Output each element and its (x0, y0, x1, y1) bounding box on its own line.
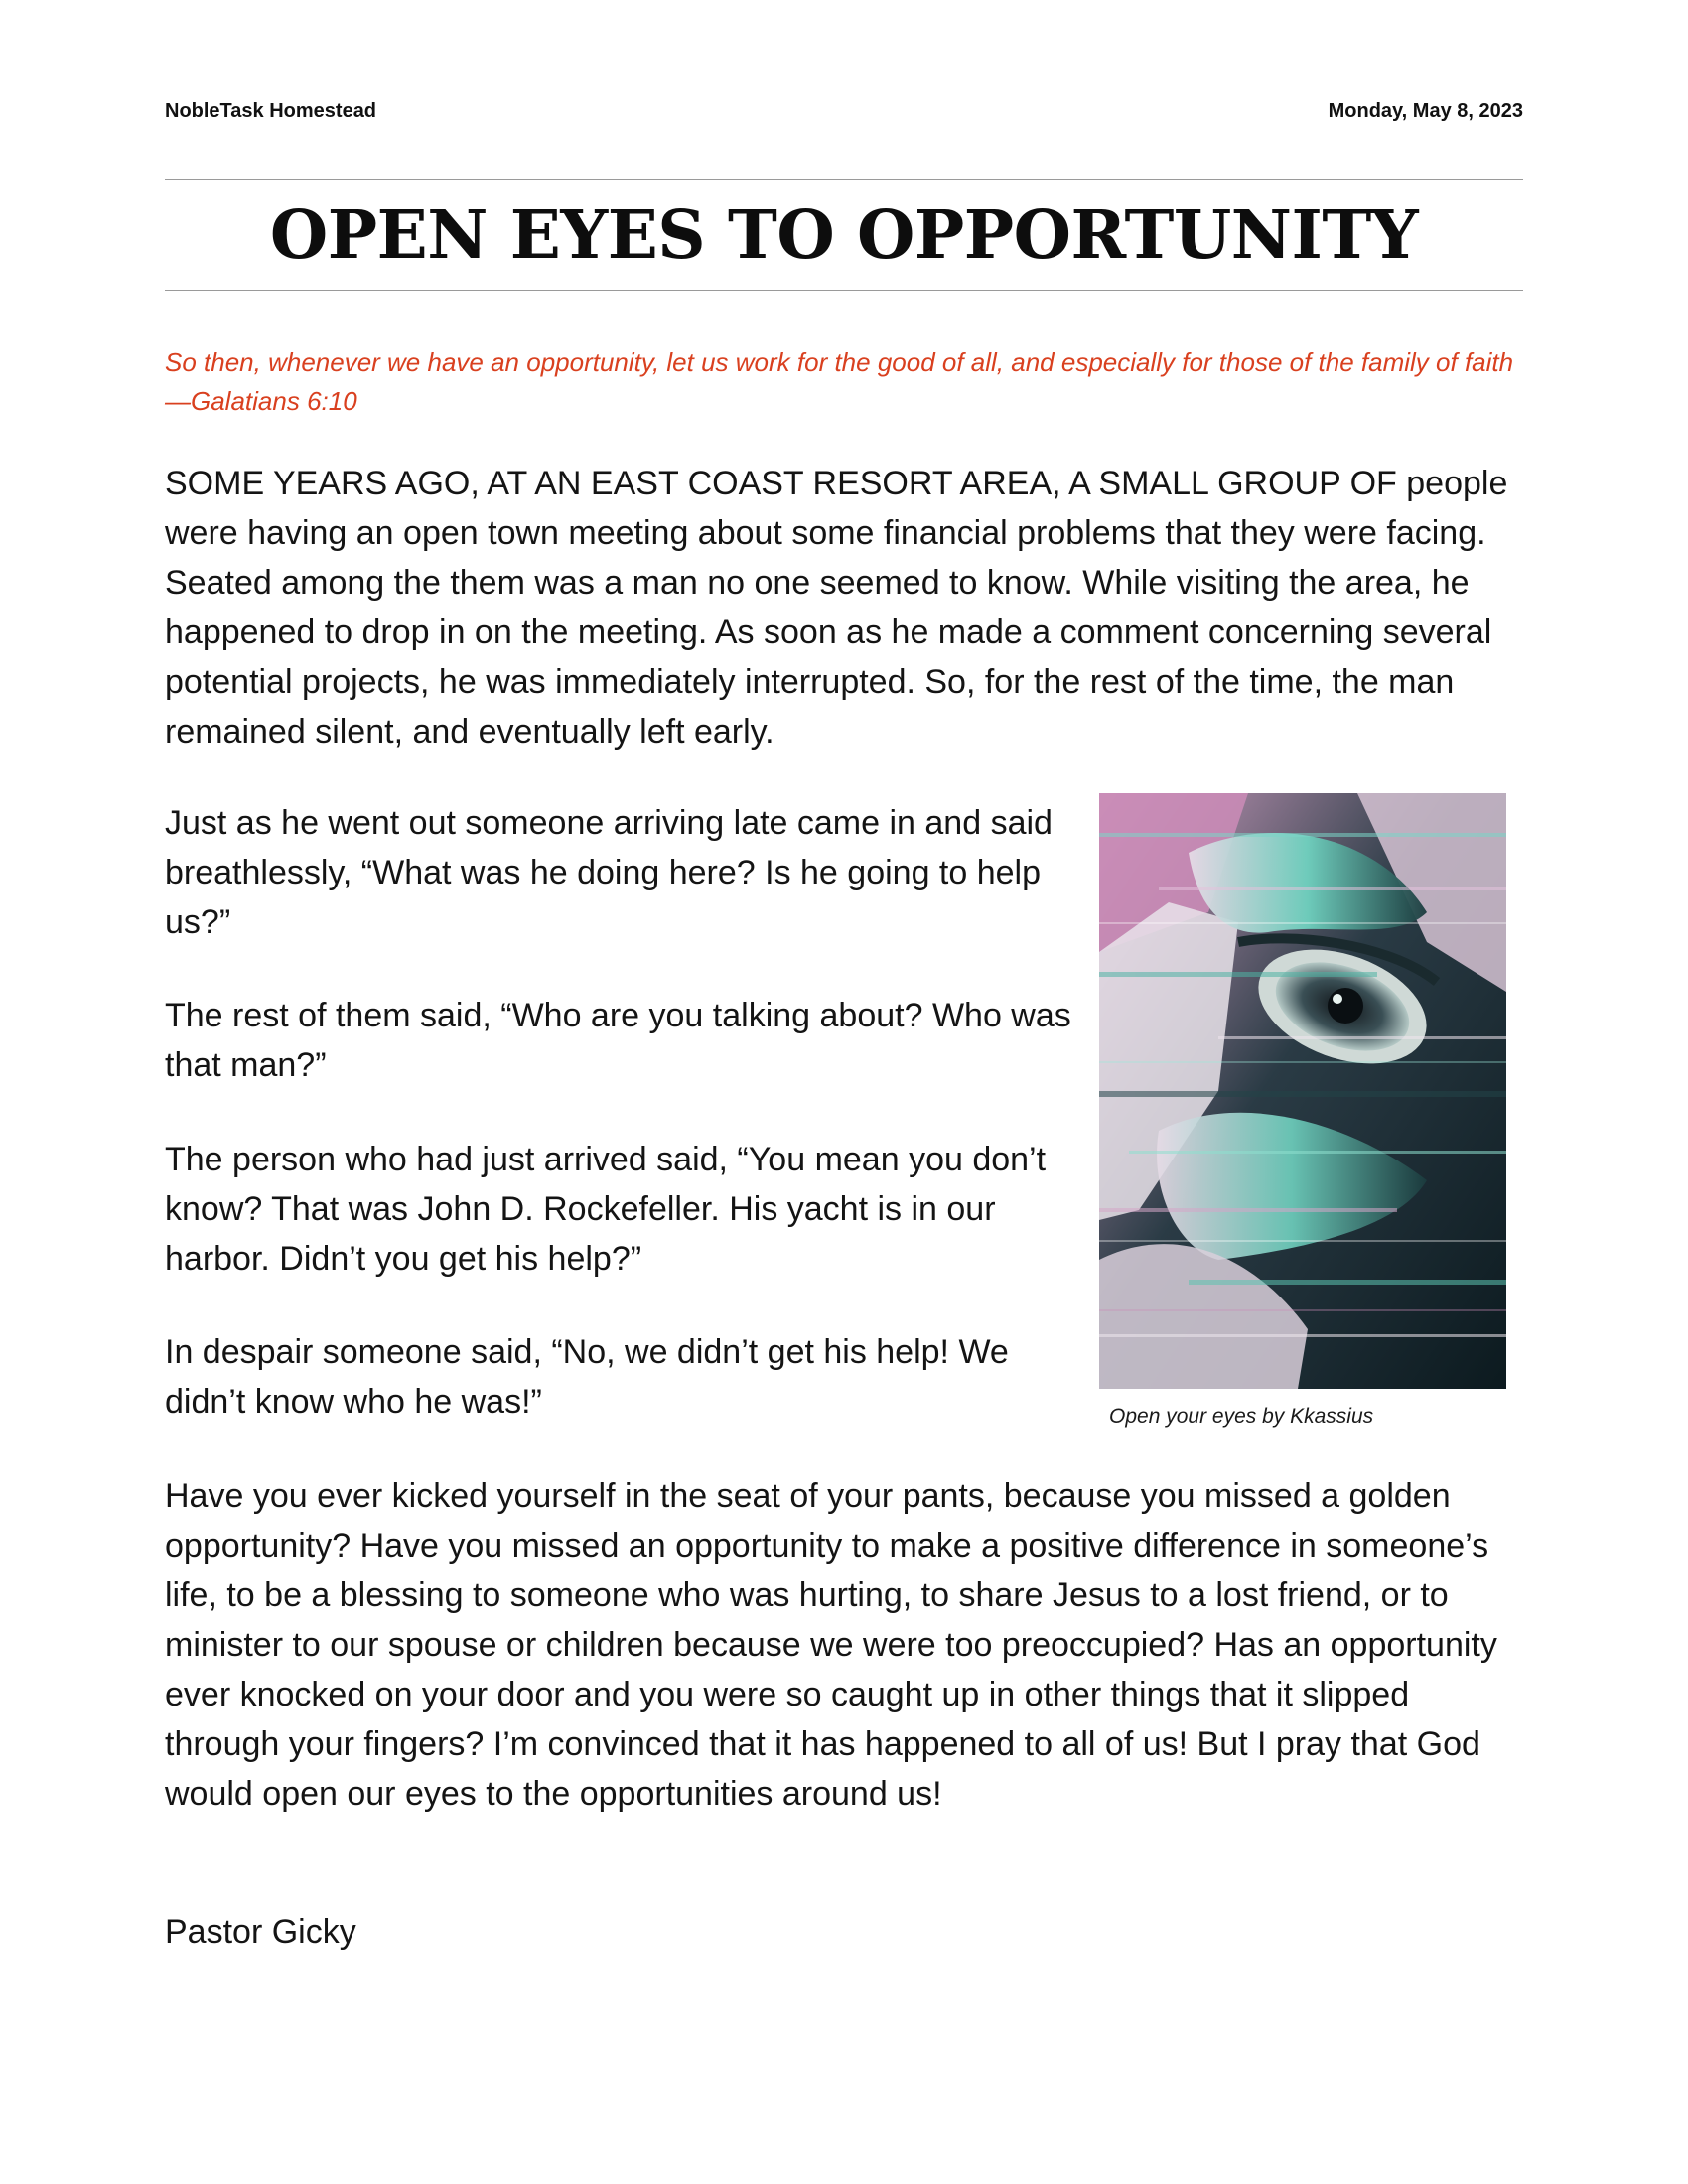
paragraph-2: Just as he went out someone arriving late came in and said breathlessly, “What was he doing here? Is he going to help us?” (165, 804, 1053, 941)
publication-name: NobleTask Homestead (165, 100, 377, 122)
paragraph-3: The rest of them said, “Who are you talking about? Who was that man?” (165, 997, 1071, 1084)
signature: Pastor Gicky (165, 1913, 356, 1951)
paragraph-4: The person who had just arrived said, “You mean you don’t know? That was John D. Rockefeller. His yacht is in our harbor. Didn’t you get his help?” (165, 1141, 1047, 1278)
illustration-caption: Open your eyes by Kkassius (1109, 1405, 1374, 1428)
publication-date: Monday, May 8, 2023 (1328, 100, 1523, 122)
title-top-rule (165, 179, 1523, 180)
paragraph-6: Have you ever kicked yourself in the seat of your pants, because you missed a golden opportunity? Have you missed an opportunity to make a positive difference in someone’s life, to be a blessing to someone who was hurting, to share Jesus to a lost friend, or to minister to our spouse or children because we were too preoccupied? Has an opportunity ever knocked on your door and you were so caught up in other things that it slipped through your fingers? I’m convinced that it has happened to all of us! But I pray that God would open our eyes to the opportunities around us! (165, 1477, 1497, 1813)
scripture-verse: So then, whenever we have an opportunity, let us work for the good of all, and especially for those of the family of faith—Galatians 6:10 (165, 347, 1514, 416)
article-title: OPEN EYES TO OPPORTUNITY (269, 196, 1419, 274)
page-header (165, 100, 1523, 130)
paragraph-intro: SOME YEARS AGO, AT AN EAST COAST RESORT AREA, A SMALL GROUP OF people were having an open town meeting about some financial problems that they were facing. Seated among the them was a man no one seemed to know. While visiting the area, he happened to drop in on the meeting. As soon as he made a comment concerning several potential projects, he was immediately interrupted. So, for the rest of the time, the man remained silent, and eventually left early. (165, 465, 1508, 751)
glitch-eye-artwork (1099, 793, 1506, 1389)
article-illustration (1099, 793, 1506, 1389)
paragraph-5: In despair someone said, “No, we didn’t get his help! We didn’t know who he was!” (165, 1333, 1009, 1421)
title-bottom-rule (165, 290, 1523, 291)
